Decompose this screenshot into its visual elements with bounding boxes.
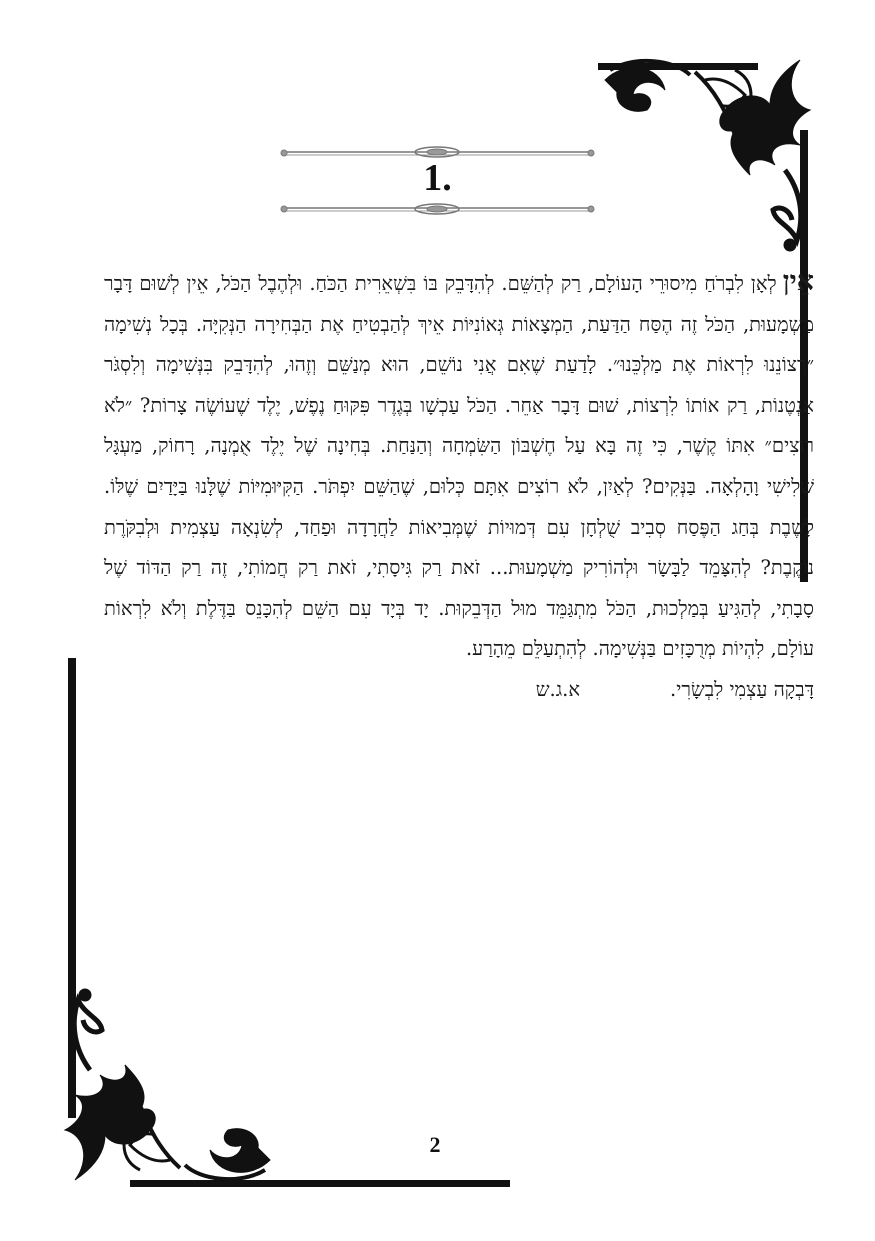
article-paragraph [104, 262, 814, 670]
article-text: לְאָן לִבְרֹחַ מִיסוּרֵי הָעוֹלָם, רַק לְהַשֵּׁם. לְהִדָּבֵק בּוֹ בִּשְׁאֵרִית הַכֹּחַ. וּלְהֶבֶל הַכֹּל, אֵין לְשׁוּם דָּבָר מַשְׁמָעוּת, הַכֹּל זֶה הֶסַּח הַדַּעַת, הַמְצָאוֹת גְּאוֹנִיּוֹת אֵיךְ לְהַבְטִיחַ אֶת הַבְּחִירָה הַנְּקִיָּה. בְּכָל נְשִׁימָה ״רְצוֹנֵנוּ לִרְאוֹת אֶת מַלְכֵּנוּ״. לָדַעַת שֶׁאִם אֲנִי נוֹשֵׁם, הוּא מְנַשֵּׁם וְזֶהוּ, לְהִדָּבֵק בִּנְּשִׁימָה וְלִסְגֹּר אַנְטֶנוֹת, רַק אוֹתוֹ לִרְצוֹת, שׁוּם דָּבָר אַחֵר. הַכֹּל עַכְשָׁו בְּגֶדֶר פִּקּוּחַ נֶפֶשׁ, יֶלֶד שֶׁעוֹשֶׂה צָרוֹת? ״לֹא רוֹצִים״ אִתּוֹ קֶשֶׁר, כִּי זֶה בָּא עַל חֶשְׁבּוֹן הַשִּׂמְחָה וְהַנַּחַת. בְּחִינָה שֶׁל יֶלֶד אֻמְנָה, רָחוֹק, מַעְגָּל שְׁלִישִׁי וָהָלְאָה. בַּנְּקִים? לְאַיִן, לֹא רוֹצִים אִתָּם כְּלוּם, שֶׁהַשֵּׁם יִפְתֹּר. הַקִּיּוּמִיּוֹת שֶׁלָּנוּ בַּיָּדַיִם שֶׁלּוֹ. לָשֶׁבֶת בְּחַג הַפֶּסַח סְבִיב שֻׁלְחָן עִם דְּמוּיוֹת שֶׁמְּבִיאוֹת לַחֲרָדָה וּפַחַד, לְשִׂנְאָה עַצְמִית וּלְבִקֹּרֶת נוֹקֶבֶת? לְהִצָּמֵד לַבָּשָׂר וּלְהוֹרִיק מַשְׁמָעוּת... זֹאת רַק גִּיסָתִי, זֹאת רַק חֲמוֹתִי, זֶה רַק הַדּוֹד שֶׁל סָבָתִי, לְהַגִּיעַ בְּמַלְכוּת, הַכֹּל מִתְגַּמֵּד מוּל הַדְּבֵקוּת. יָד בְּיָד עִם הַשֵּׁם לְהִכָּנֵס בַּדֶּלֶת וְלֹא לִרְאוֹת עוֹלָם, לִהְיוֹת מְרֻכָּזִים בַּנְּשִׁימָה. לְהִתְעַלֵּם מֵהָרַע. [104, 272, 814, 661]
chapter-heading [280, 138, 595, 218]
author-initials: א.ג.ש [535, 677, 581, 701]
closing-sentence: דָּבְקָה עַצְמִי לִבְשָׂרִי. [670, 677, 814, 701]
chapter-number: 1. [423, 157, 452, 199]
lead-word: אֵין [782, 266, 814, 297]
corner-ornament-bottom-left [55, 975, 295, 1190]
signature-line [104, 670, 814, 711]
page-number: 2 [429, 1132, 441, 1157]
corner-ornament-top-right [585, 50, 820, 265]
article-body [104, 262, 814, 711]
